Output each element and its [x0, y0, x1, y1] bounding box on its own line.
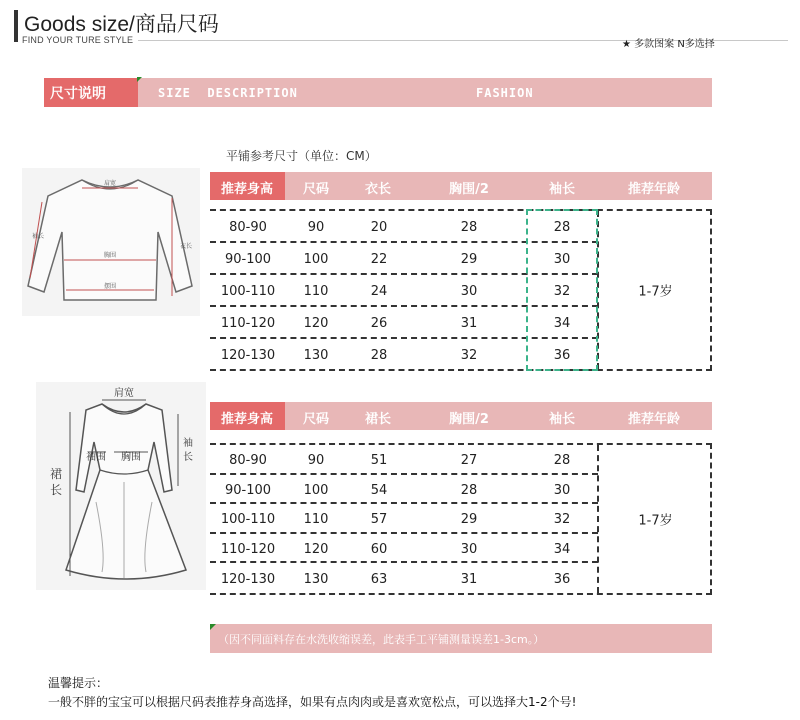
table1-cell-chest: 30	[460, 284, 478, 299]
dress-label-chest: 胸围	[121, 452, 141, 463]
table2-cell-skirt-length: 54	[370, 483, 388, 498]
table2-cell-height: 120-130	[220, 572, 276, 587]
dress-skirt-length-char2: 长	[50, 483, 63, 497]
table2-cell-chest: 31	[460, 572, 478, 587]
dress-sleeve-length-char2: 长	[183, 452, 193, 463]
table1-cell-size: 100	[303, 252, 329, 267]
table1-cell-sleeve: 32	[553, 284, 571, 299]
page-subtitle: FIND YOUR TURE STYLE	[22, 35, 134, 45]
measure-note: 平铺参考尺寸（单位：CM）	[226, 149, 377, 163]
table2-header-chest: 胸围/2	[449, 412, 489, 427]
table1-cell-height: 100-110	[220, 284, 276, 299]
table2-cell-sleeve: 30	[553, 483, 571, 498]
table2-cell-sleeve: 32	[553, 512, 571, 527]
table-row	[210, 504, 598, 534]
top-label-hem: 摆围	[103, 283, 117, 290]
table2-cell-chest: 27	[460, 453, 478, 468]
table2-cell-chest: 30	[460, 542, 478, 557]
table2-cell-size: 90	[307, 453, 325, 468]
table2-cell-chest: 28	[460, 483, 478, 498]
dress-label-sleeve-circ: 袖围	[86, 452, 106, 463]
dress-sleeve-length-char1: 袖	[183, 438, 193, 449]
banner-label-box	[44, 78, 138, 107]
table2-cell-chest: 29	[460, 512, 478, 527]
table1-cell-size: 90	[307, 220, 325, 235]
table1-age-cell	[597, 211, 712, 369]
dress-skirt-length-char1: 裙	[50, 467, 63, 481]
table1-cell-size: 110	[303, 284, 329, 299]
table2-cell-skirt-length: 57	[370, 512, 388, 527]
table2-cell-height: 90-100	[224, 483, 272, 498]
table1-cell-length: 24	[370, 284, 388, 299]
table2-cell-size: 130	[303, 572, 329, 587]
table1-cell-chest: 31	[460, 316, 478, 331]
table1-cell-sleeve: 28	[553, 220, 571, 235]
table-row	[210, 534, 598, 563]
table1-cell-height: 90-100	[224, 252, 272, 267]
table1-age-value: 1-7岁	[638, 284, 673, 300]
table2-header-height: 推荐身高	[220, 412, 274, 427]
table1-cell-length: 26	[370, 316, 388, 331]
dress-label-shoulder: 肩宽	[114, 388, 134, 399]
table1-body	[210, 209, 712, 371]
table2-cell-height: 100-110	[220, 512, 276, 527]
top-garment-illustration	[22, 168, 200, 316]
header-bar	[14, 10, 18, 42]
table2-cell-height: 80-90	[229, 453, 267, 468]
table1-cell-chest: 29	[460, 252, 478, 267]
table1-header-size: 尺码	[302, 182, 330, 197]
table1-cell-length: 20	[370, 220, 388, 235]
table2-cell-skirt-length: 63	[370, 572, 388, 587]
table2-header-skirt-length: 裙长	[364, 412, 392, 427]
table1-header-height: 推荐身高	[220, 182, 274, 197]
table-row	[210, 475, 598, 504]
table1-cell-height: 110-120	[220, 316, 276, 331]
table1-cell-sleeve: 34	[553, 316, 571, 331]
table2-cell-size: 120	[303, 542, 329, 557]
table1-sleeve-highlight	[526, 209, 598, 371]
page-title: Goods size/商品尺码	[24, 13, 219, 36]
banner-corner-mark	[137, 77, 142, 82]
table2-cell-height: 110-120	[220, 542, 276, 557]
table2-cell-size: 100	[303, 483, 329, 498]
table2-cell-sleeve: 34	[553, 542, 571, 557]
header-note: ★ 多款图案 N多选择	[622, 39, 715, 50]
footer-note: （因不同面料存在水洗收缩误差，此表手工平铺测量误差1-3cm。）	[218, 633, 545, 646]
table1-cell-size: 130	[303, 348, 329, 363]
table2-cell-sleeve: 28	[553, 453, 571, 468]
table2-header	[210, 402, 712, 430]
banner-fashion: FASHION	[476, 86, 534, 100]
table1-header-age: 推荐年龄	[627, 182, 681, 197]
table1-header	[210, 172, 712, 200]
table1-cell-length: 28	[370, 348, 388, 363]
table2-age-value: 1-7岁	[638, 513, 673, 529]
table1-cell-chest: 28	[460, 220, 478, 235]
table2-cell-skirt-length: 51	[370, 453, 388, 468]
tips-title: 温馨提示：	[48, 676, 109, 690]
table1-header-sleeve: 袖长	[548, 182, 576, 197]
table2-age-cell	[597, 445, 712, 593]
table1-header-length: 衣长	[364, 182, 392, 197]
table2-cell-size: 110	[303, 512, 329, 527]
table1-cell-height: 120-130	[220, 348, 276, 363]
table-row	[210, 445, 598, 475]
table2-header-age: 推荐年龄	[627, 412, 681, 427]
table2-cell-skirt-length: 60	[370, 542, 388, 557]
table1-cell-sleeve: 36	[553, 348, 571, 363]
top-label-shoulder: 肩宽	[103, 180, 117, 187]
tips-body: 一般不胖的宝宝可以根据尺码表推荐身高选择，如果有点肉肉或是喜欢宽松点，可以选择大1-2个号!	[48, 695, 577, 709]
table2-header-size: 尺码	[302, 412, 330, 427]
banner-size-description: SIZE DESCRIPTION	[158, 86, 298, 100]
table1-header-chest: 胸围/2	[449, 182, 489, 197]
table2-header-sleeve: 袖长	[548, 412, 576, 427]
top-label-length: 衣长	[180, 243, 193, 250]
top-label-sleeve: 袖长	[32, 233, 45, 240]
table1-cell-length: 22	[370, 252, 388, 267]
table1-cell-sleeve: 30	[553, 252, 571, 267]
banner-label: 尺寸说明	[50, 86, 106, 102]
table1-cell-size: 120	[303, 316, 329, 331]
dress-illustration	[36, 382, 206, 590]
table1-cell-chest: 32	[460, 348, 478, 363]
table2-body	[210, 443, 712, 595]
footer-corner-mark	[210, 624, 216, 630]
section-banner	[44, 78, 712, 107]
top-label-chest: 胸围	[103, 252, 117, 259]
table2-cell-sleeve: 36	[553, 572, 571, 587]
table1-cell-height: 80-90	[229, 220, 267, 235]
table-row	[210, 563, 598, 593]
